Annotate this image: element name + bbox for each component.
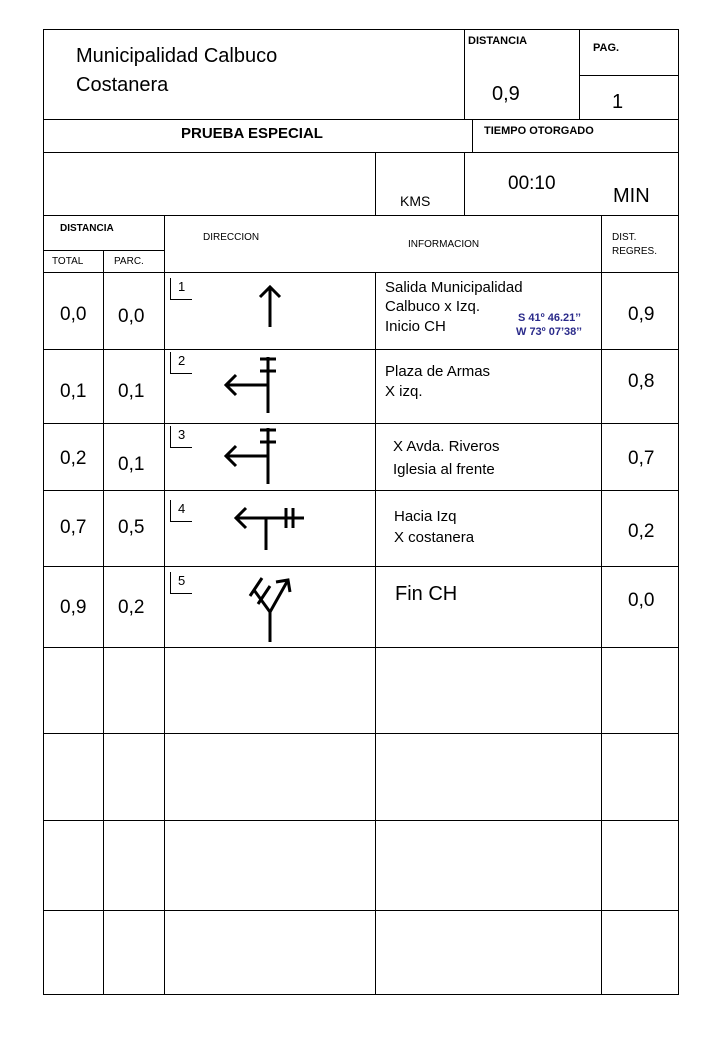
info-line: X Avda. Riveros	[393, 438, 500, 455]
total-distance: 0,0	[60, 304, 87, 325]
tiempo-value: 00:10	[508, 173, 556, 194]
col-parc: PARC.	[114, 256, 144, 267]
col-total: TOTAL	[52, 256, 84, 267]
kms-label: KMS	[400, 193, 431, 209]
partial-distance: 0,0	[118, 306, 145, 327]
row-line	[43, 490, 679, 491]
step-number: 3	[170, 426, 192, 448]
info-line: Fin CH	[395, 583, 458, 605]
step-number: 5	[170, 572, 192, 594]
fork-right-arrow-icon	[240, 572, 300, 644]
left-t-junction-arrow-icon	[230, 502, 310, 552]
info-line: Iglesia al frente	[393, 461, 495, 478]
distancia-label: DISTANCIA	[468, 35, 528, 47]
table-vline-parc	[164, 215, 165, 995]
pag-value: 1	[612, 91, 624, 113]
dist-regres: 0,7	[628, 448, 655, 469]
distancia-subdivider	[43, 250, 164, 251]
total-distance: 0,9	[60, 597, 87, 618]
info-line: Hacia Izq	[394, 508, 457, 525]
prueba-label: PRUEBA ESPECIAL	[181, 125, 323, 142]
info-line: Salida Municipalidad	[385, 279, 523, 296]
header-vline-3	[472, 119, 473, 152]
time-vline	[464, 152, 465, 215]
step-number: 2	[170, 352, 192, 374]
row-line	[43, 733, 679, 734]
table-vline-info	[601, 215, 602, 995]
info-line: X izq.	[385, 383, 423, 400]
total-distance: 0,2	[60, 448, 87, 469]
coordinate-lat: S 41º 46.21’’	[518, 312, 581, 324]
min-label: MIN	[613, 185, 650, 207]
col-direccion: DIRECCION	[203, 232, 260, 243]
row-line	[43, 647, 679, 648]
info-line: X costanera	[394, 529, 475, 546]
pag-label: PAG.	[593, 42, 620, 54]
row-line	[43, 820, 679, 821]
dist-regres: 0,9	[628, 304, 655, 325]
step-number: 1	[170, 278, 192, 300]
partial-distance: 0,1	[118, 454, 145, 475]
table-vline-dir	[375, 272, 376, 995]
table-top	[43, 272, 679, 273]
header-vline-2	[579, 29, 580, 119]
col-distancia: DISTANCIA	[60, 223, 114, 234]
roadbook-page	[43, 29, 679, 995]
prueba-divider	[43, 152, 472, 153]
col-dist-regres-2: REGRES.	[612, 246, 658, 257]
tiempo-label: TIEMPO OTORGADO	[484, 125, 594, 137]
total-distance: 0,7	[60, 517, 87, 538]
row-line	[43, 910, 679, 911]
page-subtitle: Costanera	[76, 74, 169, 96]
straight-arrow-icon	[250, 283, 290, 328]
partial-distance: 0,1	[118, 381, 145, 402]
total-distance: 0,1	[60, 381, 87, 402]
pag-divider	[579, 75, 679, 76]
info-line: Calbuco x Izq.	[385, 298, 481, 315]
info-line: Inicio CH	[385, 318, 446, 335]
dist-regres: 0,2	[628, 521, 655, 542]
info-line: Plaza de Armas	[385, 363, 491, 380]
left-turn-arrow-icon	[220, 426, 280, 486]
distancia-value: 0,9	[492, 83, 520, 105]
kms-vline	[375, 152, 376, 215]
col-informacion: INFORMACION	[408, 239, 480, 250]
coordinate-lon: W 73º 07’38’’	[516, 326, 582, 338]
header-divider	[43, 119, 679, 120]
partial-distance: 0,5	[118, 517, 145, 538]
tiempo-divider	[472, 152, 679, 153]
page-title: Municipalidad Calbuco	[76, 45, 278, 67]
dist-regres: 0,8	[628, 371, 655, 392]
col-dist-regres-1: DIST.	[612, 232, 637, 243]
row-line	[43, 349, 679, 350]
left-turn-arrow-icon	[220, 355, 280, 415]
step-number: 4	[170, 500, 192, 522]
partial-distance: 0,2	[118, 597, 145, 618]
dist-regres: 0,0	[628, 590, 655, 611]
row-line	[43, 423, 679, 424]
columns-divider	[43, 215, 679, 216]
table-vline-total	[103, 250, 104, 995]
row-line	[43, 566, 679, 567]
header-vline-1	[464, 29, 465, 119]
